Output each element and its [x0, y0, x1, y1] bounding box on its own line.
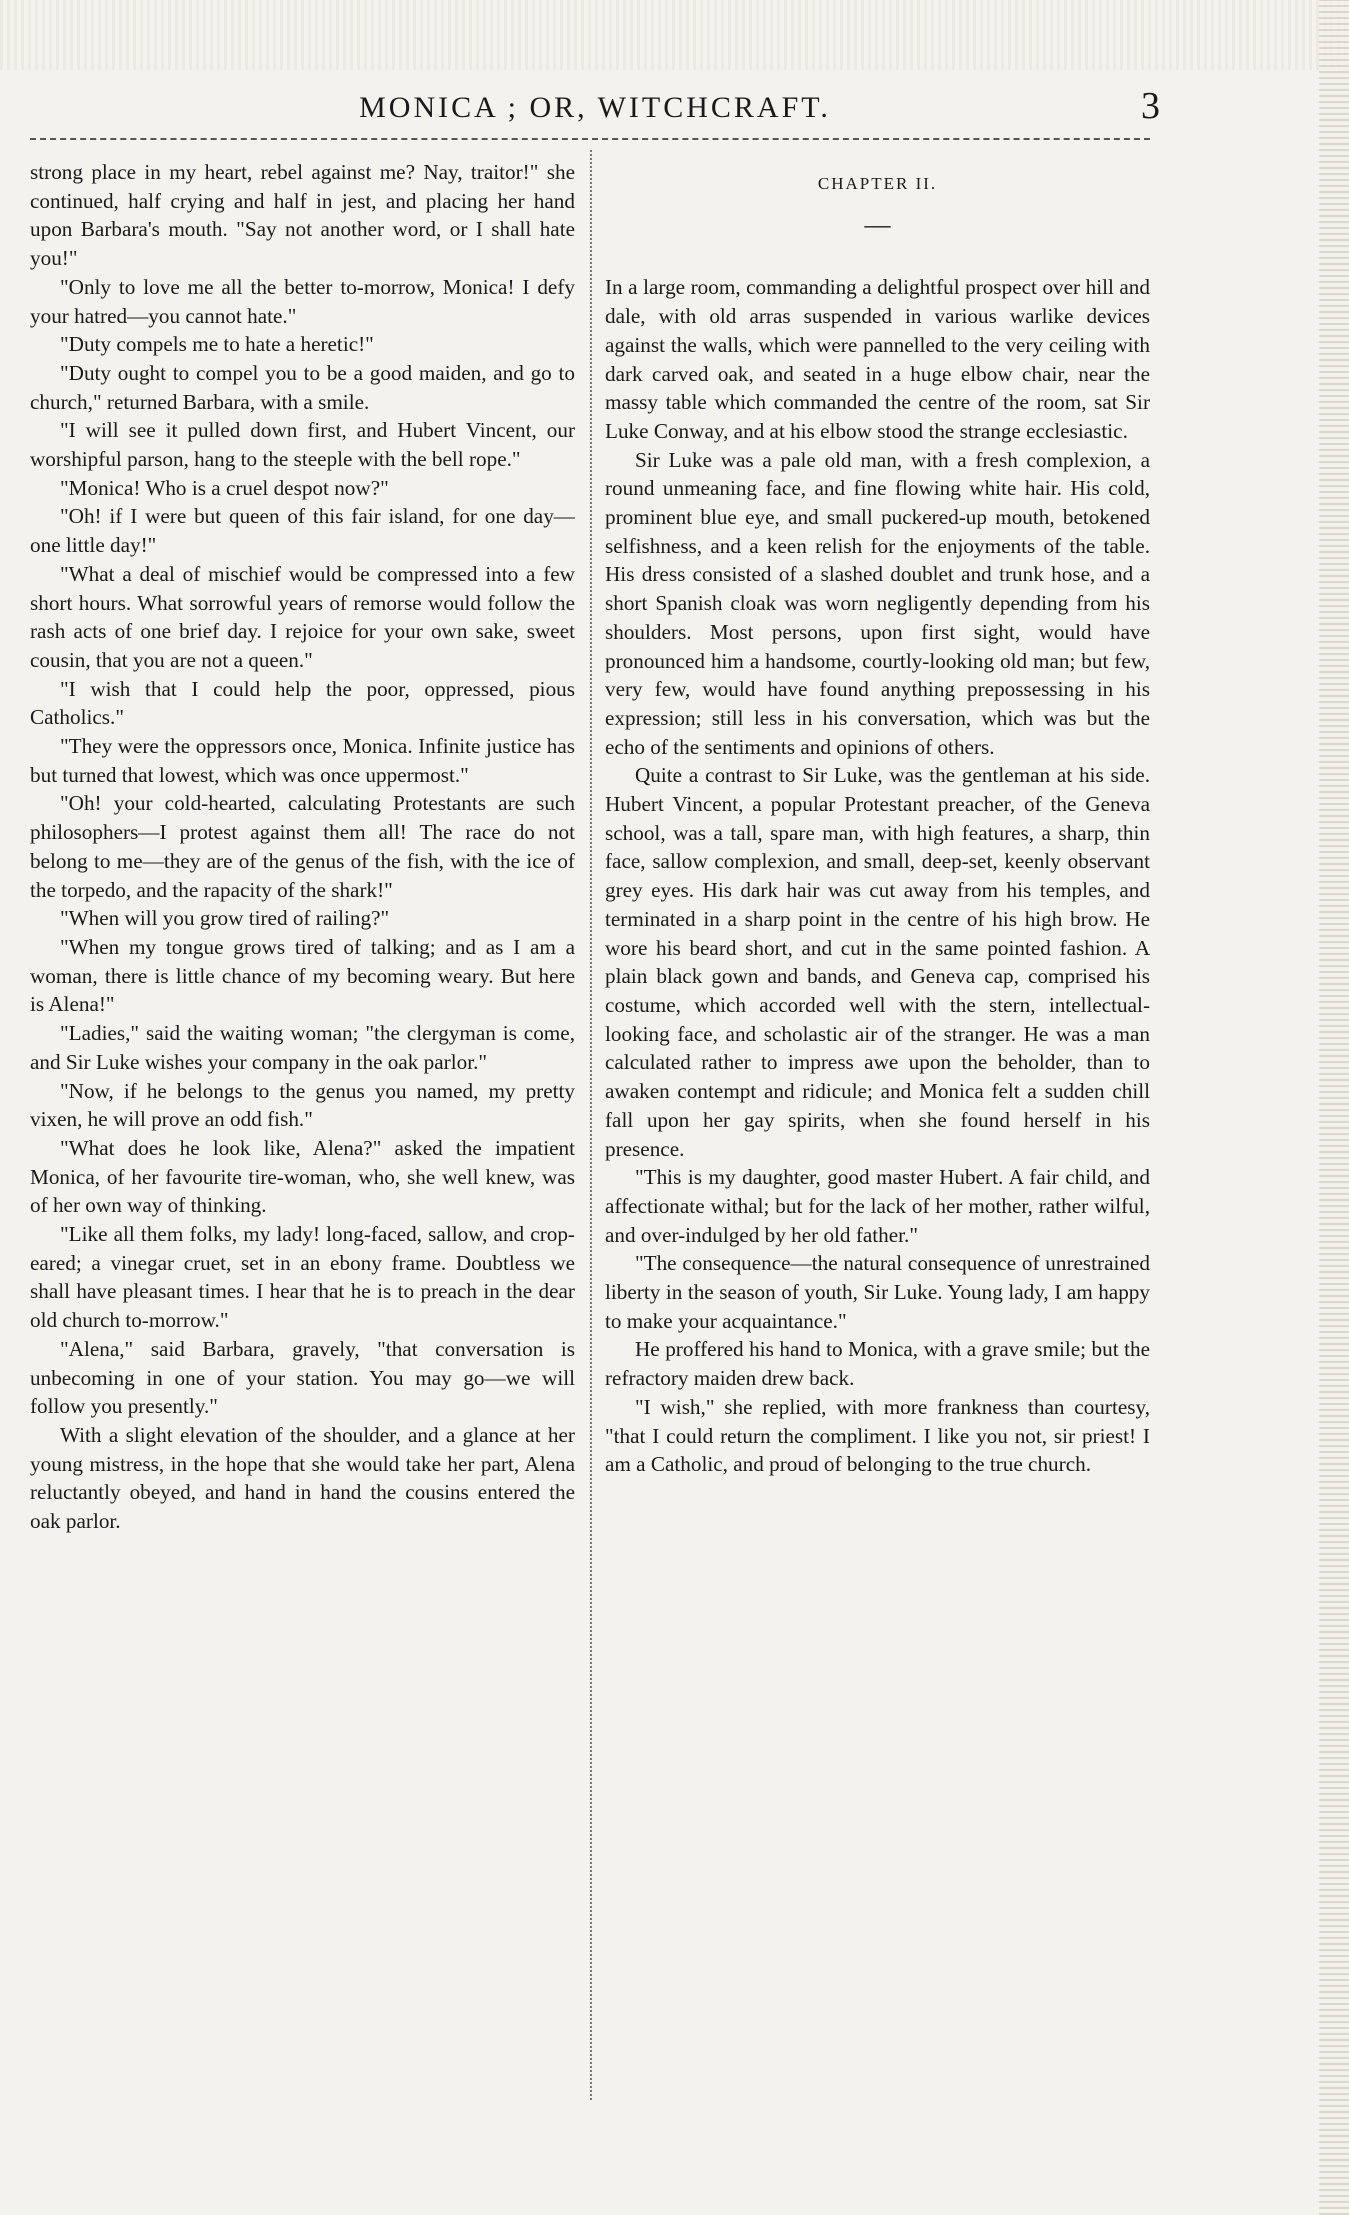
paragraph: "Only to love me all the better to-morrow, Monica! I defy your hatred—you cannot hate." — [30, 274, 575, 328]
paragraph: "Now, if he belongs to the genus you named, my pretty vixen, he will prove an odd fish." — [30, 1078, 575, 1132]
paragraph: Sir Luke was a pale old man, with a fresh complexion, a round unmeaning face, and fine flowing white hair. His cold, prominent blue eye, and small puckered-up mouth, betokened selfishness, and a keen relish for the enjoyments of the table. His dress consisted of a slashed doublet and trunk hose, and a short Spanish cloak was worn negligently depending from his shoulders. Most persons, upon first sight, would have pronounced him a handsome, courtly-looking old man; but few, very few, would have found anything prepossessing in his expression; still less in his conversation, which was but the echo of the sentiments and opinions of others. — [605, 447, 1150, 759]
page-header — [30, 80, 1160, 135]
paragraph: "I will see it pulled down first, and Hubert Vincent, our worshipful parson, hang to the steeple with the bell rope." — [30, 418, 575, 472]
paragraph: "Oh! if I were but queen of this fair island, for one day—one little day!" — [30, 504, 575, 558]
paragraph: "Oh! your cold-hearted, calculating Protestants are such philosophers—I protest against them all! The race do not belong to me—they are of the genus of the fish, with the ice of the torpedo, and the rapacity of the shark!" — [30, 791, 575, 902]
running-title: MONICA ; OR, WITCHCRAFT. — [359, 90, 831, 124]
paragraph: "What a deal of mischief would be compressed into a few short hours. What sorrowful years of remorse would follow the rash acts of one brief day. I rejoice for your own sake, sweet cousin, that you are not a queen." — [30, 561, 575, 672]
header-rule — [30, 138, 1150, 140]
paragraph: "The consequence—the natural consequence of unrestrained liberty in the season of youth, Sir Luke. Young lady, I am happy to make your acquaintance." — [605, 1251, 1150, 1333]
paragraph: "What does he look like, Alena?" asked the impatient Monica, of her favourite tire-woman, who, she well knew, was of her own way of thinking. — [30, 1135, 575, 1218]
paragraph: strong place in my heart, rebel against me? Nay, traitor!" she continued, half crying and half in jest, and placing her hand upon Barbara's mouth. "Say not another word, or I shall hate you!" — [30, 160, 575, 271]
paragraph: "Like all them folks, my lady! long-faced, sallow, and crop-eared; a vinegar cruet, set in an ebony frame. Doubtless we shall have pleasant times. I hear that he is to preach in the dear old church to-morrow." — [30, 1222, 575, 1333]
paragraph: "When will you grow tired of railing?" — [60, 906, 390, 931]
left-column — [30, 158, 575, 1536]
paragraph: "Alena," said Barbara, gravely, "that conversation is unbecoming in one of your station. You may go—we will follow you presently." — [30, 1336, 575, 1419]
column-divider — [590, 150, 592, 2100]
paragraph: "Duty compels me to hate a heretic!" — [60, 332, 374, 357]
scan-noise-right — [1319, 0, 1349, 2215]
paragraph: "I wish," she replied, with more frankness than courtesy, "that I could return the compliment. I like you not, sir priest! I am a Catholic, and proud of belonging to the true church. — [605, 1394, 1150, 1477]
paragraph: "I wish that I could help the poor, oppressed, pious Catholics." — [30, 676, 575, 730]
right-column — [605, 158, 1150, 1479]
chapter-dash: — — [864, 209, 891, 239]
paragraph: "Monica! Who is a cruel despot now?" — [60, 475, 389, 500]
paragraph: With a slight elevation of the shoulder, and a glance at her young mistress, in the hope that she would take her part, Alena reluctantly obeyed, and hand in hand the cousins entered the oak parlor. — [30, 1422, 575, 1534]
chapter-heading: CHAPTER II. — [817, 174, 938, 193]
paragraph: "They were the oppressors once, Monica. Infinite justice has but turned that lowest, which was once uppermost." — [30, 734, 575, 787]
scan-noise-top — [0, 0, 1349, 70]
paragraph: Quite a contrast to Sir Luke, was the gentleman at his side. Hubert Vincent, a popular Protestant preacher, of the Geneva school, was a tall, spare man, with high features, a sharp, thin face, sallow complexion, and small, deep-set, keenly observant grey eyes. His dark hair was cut away from his temples, and terminated in a sharp point in the centre of his high brow. He wore his beard short, and cut in the same pointed fashion. A plain black gown and bands, and Geneva cap, comprised his costume, which accorded well with the stern, intellectual-looking face, and scholastic air of the stranger. He was a man calculated rather to impress awe upon the beholder, than to awaken contempt and ridicule; and Monica felt a sudden chill fall upon her gay spirits, when she found herself in his presence. — [605, 763, 1150, 1161]
paragraph: He proffered his hand to Monica, with a grave smile; but the refractory maiden drew back. — [605, 1337, 1150, 1391]
page-number: 3 — [1141, 85, 1160, 127]
paragraph: "This is my daughter, good master Hubert. A fair child, and affectionate withal; but for the lack of her mother, rather wilful, and over-indulged by her old father." — [605, 1165, 1150, 1247]
paragraph: "Ladies," said the waiting woman; "the clergyman is come, and Sir Luke wishes your company in the oak parlor." — [30, 1021, 575, 1074]
paragraph: "Duty ought to compel you to be a good maiden, and go to church," returned Barbara, with a smile. — [30, 360, 575, 414]
paragraph: "When my tongue grows tired of talking; and as I am a woman, there is little chance of my becoming weary. But here is Alena!" — [30, 934, 575, 1017]
paragraph: In a large room, commanding a delightful prospect over hill and dale, with old arras suspended in various warlike devices against the walls, which were pannelled to the very ceiling with dark carved oak, and seated in a huge elbow chair, near the massy table which commanded the centre of the room, sat Sir Luke Conway, and at his elbow stood the strange ecclesiastic. — [605, 275, 1150, 443]
